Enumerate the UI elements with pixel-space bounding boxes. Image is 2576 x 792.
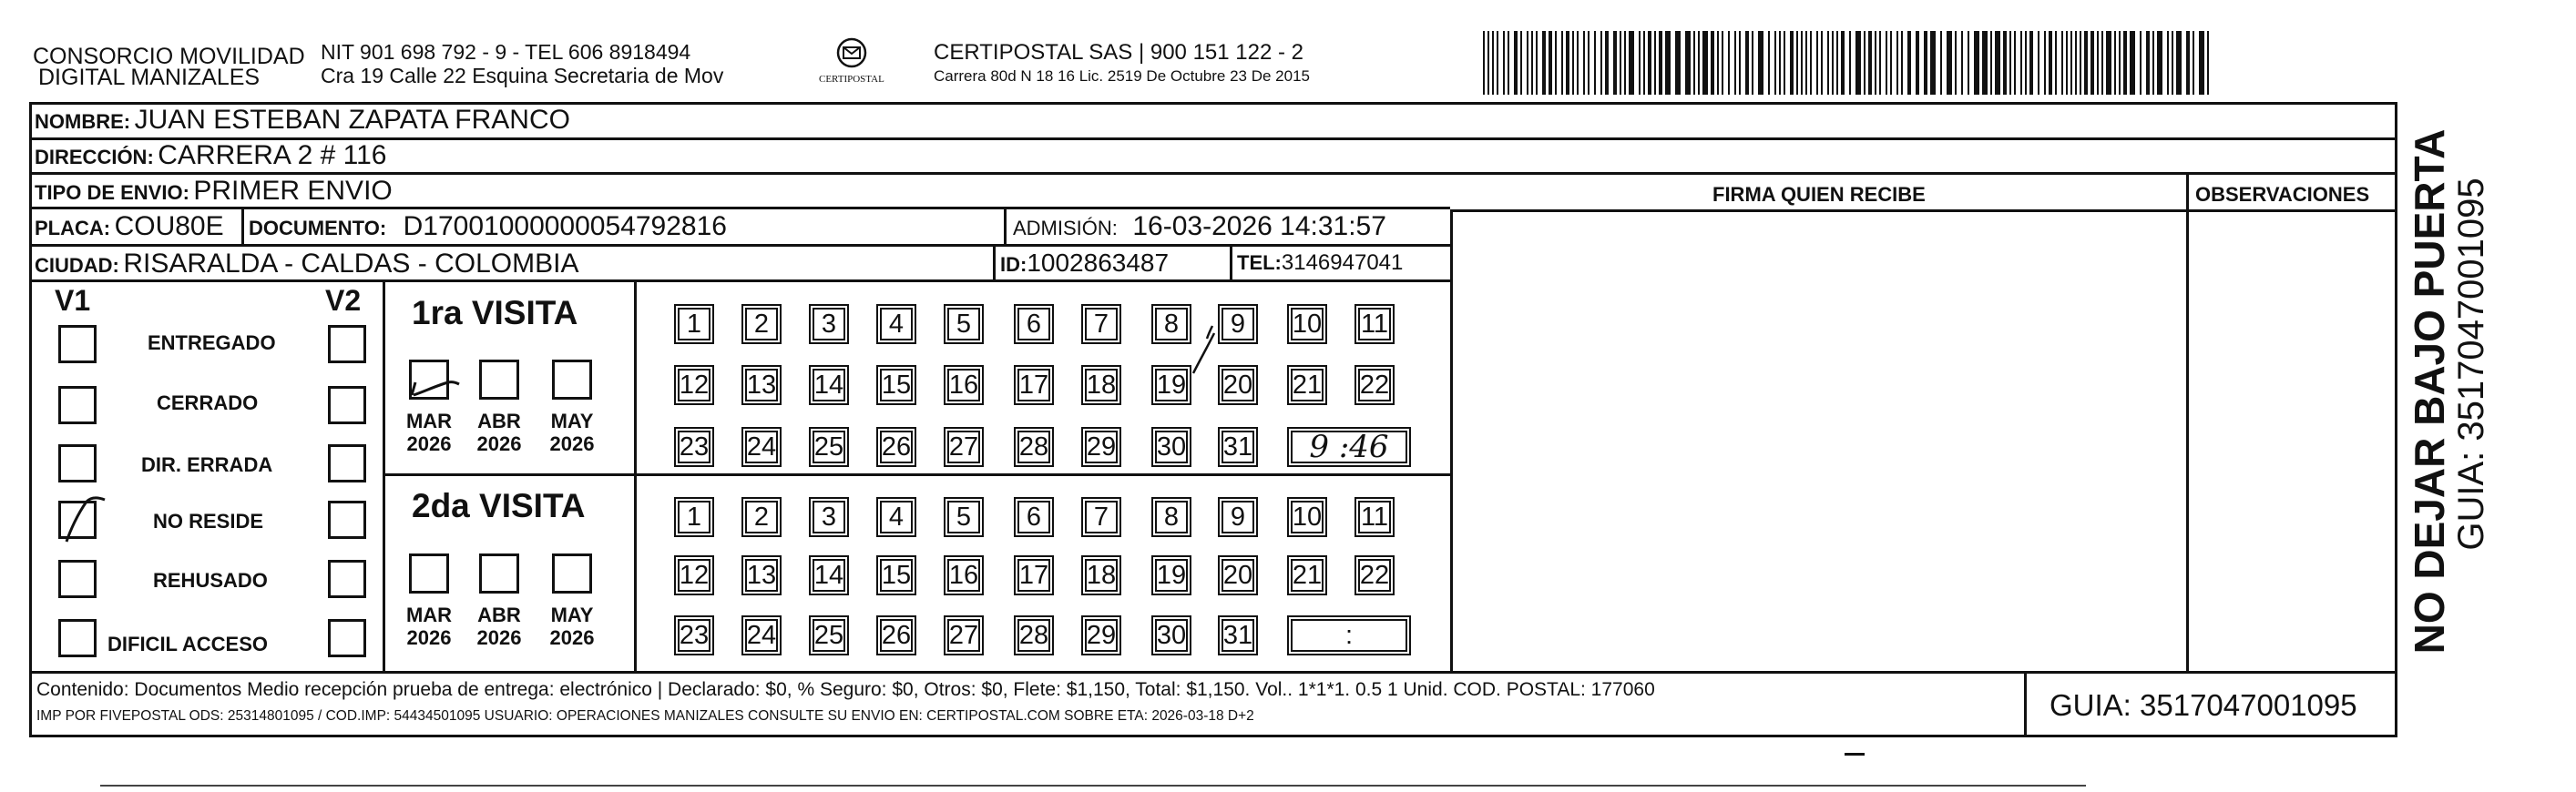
second-visit-day-11[interactable]: 11	[1354, 497, 1395, 537]
barcode-bar	[1790, 31, 1794, 95]
second-visit-day-15[interactable]: 15	[876, 555, 916, 595]
first-visit-day-4[interactable]: 4	[876, 304, 916, 344]
barcode-bar	[2080, 31, 2081, 95]
barcode-bar	[2106, 31, 2111, 95]
barcode-bar	[1508, 31, 1509, 95]
status-label-dificil-acceso: DIFICIL ACCESO	[107, 633, 269, 655]
second-visit-day-3[interactable]: 3	[809, 497, 849, 537]
barcode-bar	[1542, 31, 1546, 95]
first-visit-day-24[interactable]: 24	[741, 427, 782, 467]
barcode-bar	[1886, 31, 1887, 95]
placa-label: PLACA:	[35, 217, 111, 239]
second-visit-day-29[interactable]: 29	[1081, 615, 1121, 655]
barcode-bar	[1561, 31, 1563, 95]
first-visit-day-27[interactable]: 27	[944, 427, 984, 467]
barcode-bar	[1643, 31, 1645, 95]
month-year: 2026	[549, 432, 595, 456]
barcode-bar	[2152, 31, 2154, 95]
barcode-bar	[1832, 31, 1834, 95]
second-visit-day-26[interactable]: 26	[876, 615, 916, 655]
barcode-bar	[2157, 31, 2162, 95]
barcode-bar	[2172, 31, 2173, 95]
first-visit-day-28[interactable]: 28	[1014, 427, 1054, 467]
first-visit-day-18[interactable]: 18	[1081, 365, 1121, 405]
direccion-value: CARRERA 2 # 116	[158, 140, 387, 170]
nombre-row	[35, 107, 570, 134]
second-visit-day-17[interactable]: 17	[1014, 555, 1054, 595]
first-visit-month-mar-label	[397, 410, 461, 456]
tel-field	[1237, 252, 1403, 274]
first-visit-day-1[interactable]: 1	[674, 304, 714, 344]
barcode-bar	[1503, 31, 1505, 95]
barcode-bar	[1594, 31, 1596, 95]
barcode-bar	[1745, 31, 1749, 95]
observaciones-area[interactable]	[2190, 213, 2396, 670]
second-visit-day-7[interactable]: 7	[1081, 497, 1121, 537]
first-visit-month-mar-checkbox[interactable]	[409, 360, 449, 400]
handwritten-day-marks	[1143, 300, 1252, 401]
first-visit-day-8[interactable]: 8	[1151, 304, 1191, 344]
second-visit-day-24[interactable]: 24	[741, 615, 782, 655]
first-visit-day-7[interactable]: 7	[1081, 304, 1121, 344]
first-visit-day-31[interactable]: 31	[1218, 427, 1258, 467]
barcode-bar	[1613, 31, 1617, 95]
barcode-bar	[2075, 31, 2077, 95]
first-visit-day-11[interactable]: 11	[1354, 304, 1395, 344]
second-visit-day-5[interactable]: 5	[944, 497, 984, 537]
barcode-bar	[1758, 31, 1763, 95]
v2-checkbox-rehusado[interactable]	[328, 560, 366, 598]
barcode-bar	[1639, 31, 1641, 95]
second-visit-day-6[interactable]: 6	[1014, 497, 1054, 537]
first-visit-day-20[interactable]: 20	[1218, 365, 1258, 405]
second-visit-day-10[interactable]: 10	[1287, 497, 1327, 537]
barcode-bar	[2061, 31, 2063, 95]
month-year: 2026	[406, 432, 452, 456]
courier-line-1: CERTIPOSTAL SAS | 900 151 122 - 2	[934, 40, 1303, 65]
barcode-bar	[2070, 31, 2072, 95]
footer-print-line: IMP POR FIVEPOSTAL ODS: 25314801095 / COD.IMP: 54434501095 USUARIO: OPERACIONES MANIZALES CONSULTE SU ENVIO EN: CERTIPOSTAL.COM SOBRE ETA: 2026-03-18 D+2	[36, 708, 1254, 724]
firma-quien-recibe-header: FIRMA QUIEN RECIBE	[1712, 183, 1926, 206]
barcode-bar	[1654, 31, 1656, 95]
second-visit-day-19[interactable]: 19	[1151, 555, 1191, 595]
barcode-bar	[1855, 31, 1861, 95]
barcode-bar	[2140, 31, 2142, 95]
barcode-bar	[1827, 31, 1829, 95]
barcode-bar	[1600, 31, 1602, 95]
first-visit-day-15[interactable]: 15	[876, 365, 916, 405]
barcode-bar	[1483, 31, 1485, 95]
barcode-bar	[1930, 31, 1936, 95]
barcode-bar	[1974, 31, 1979, 95]
first-visit-day-2[interactable]: 2	[741, 304, 782, 344]
month-year: 2026	[549, 626, 595, 650]
barcode-bar	[1907, 31, 1911, 95]
barcode-bar	[1924, 31, 1927, 95]
ciudad-value: RISARALDA - CALDAS - COLOMBIA	[123, 249, 579, 279]
second-visit-day-30[interactable]: 30	[1151, 615, 1191, 655]
barcode-bar	[2090, 31, 2094, 95]
barcode-bar	[1890, 31, 1892, 95]
second-visit-day-12[interactable]: 12	[674, 555, 714, 595]
barcode-bar	[1577, 31, 1579, 95]
barcode-bar	[1961, 31, 1963, 95]
second-visit-day-27[interactable]: 27	[944, 615, 984, 655]
barcode-bar	[1698, 31, 1700, 95]
status-label-dir-errada: DIR. ERRADA	[141, 453, 273, 476]
status-label-cerrado: CERRADO	[157, 391, 259, 414]
status-label-entregado: ENTREGADO	[148, 331, 276, 354]
barcode-bar	[1955, 31, 1957, 95]
barcode	[1483, 31, 2213, 95]
barcode-bar	[2025, 31, 2027, 95]
id-label: ID:	[1000, 253, 1027, 276]
first-visit-day-17[interactable]: 17	[1014, 365, 1054, 405]
barcode-bar	[2084, 31, 2088, 95]
barcode-bar	[2146, 31, 2150, 95]
barcode-bar	[1816, 31, 1818, 95]
admision-label: ADMISIÓN:	[1013, 217, 1118, 239]
second-visit-month-abr-checkbox[interactable]	[479, 553, 519, 594]
barcode-bar	[1536, 31, 1538, 95]
first-visit-day-10[interactable]: 10	[1287, 304, 1327, 344]
logo-text: CERTIPOSTAL	[819, 74, 884, 85]
barcode-bar	[2020, 31, 2022, 95]
first-visit-day-29[interactable]: 29	[1081, 427, 1121, 467]
barcode-bar	[1734, 31, 1736, 95]
stray-dash	[1845, 753, 1865, 756]
admision-field	[1013, 213, 1386, 240]
second-visit-day-9[interactable]: 9	[1218, 497, 1258, 537]
barcode-bar	[1583, 31, 1585, 95]
first-visit-month-may-label	[540, 410, 604, 456]
barcode-bar	[1531, 31, 1533, 95]
second-visit-day-31[interactable]: 31	[1218, 615, 1258, 655]
second-visit-day-1[interactable]: 1	[674, 497, 714, 537]
barcode-bar	[2199, 31, 2204, 95]
second-visit-day-20[interactable]: 20	[1218, 555, 1258, 595]
v2-checkbox-entregado[interactable]	[328, 325, 366, 363]
barcode-bar	[1722, 31, 1723, 95]
company-name-line-2: DIGITAL MANIZALES	[38, 65, 261, 90]
handwritten-check-mark-icon	[57, 491, 130, 545]
barcode-bar	[2097, 31, 2099, 95]
first-visit-title: 1ra VISITA	[412, 294, 578, 331]
v1-checkbox-dir-errada[interactable]	[58, 444, 97, 482]
first-visit-month-abr-checkbox[interactable]	[479, 360, 519, 400]
observaciones-header: OBSERVACIONES	[2195, 183, 2370, 206]
barcode-bar	[1702, 31, 1708, 95]
barcode-bar	[1841, 31, 1845, 95]
barcode-bar	[2176, 31, 2182, 95]
barcode-bar	[1968, 31, 1969, 95]
barcode-bar	[1901, 31, 1903, 95]
first-visit-day-23[interactable]: 23	[674, 427, 714, 467]
month-name: MAR	[405, 604, 453, 626]
barcode-bar	[1620, 31, 1621, 95]
barcode-bar	[1527, 31, 1528, 95]
barcode-bar	[1629, 31, 1634, 95]
placa-value: COU80E	[114, 211, 224, 241]
first-visit-day-5[interactable]: 5	[944, 304, 984, 344]
barcode-bar	[1995, 31, 2000, 95]
barcode-bar	[1947, 31, 1952, 95]
signature-area[interactable]	[1454, 213, 2184, 670]
nit-line: NIT 901 698 792 - 9 - TEL 606 8918494	[321, 40, 691, 64]
tel-label: TEL:	[1237, 251, 1282, 274]
bottom-scan-line	[100, 785, 2086, 787]
barcode-bar	[1940, 31, 1942, 95]
barcode-bar	[1849, 31, 1851, 95]
first-visit-day-21[interactable]: 21	[1287, 365, 1327, 405]
barcode-bar	[1487, 31, 1489, 95]
barcode-bar	[1821, 31, 1823, 95]
courier-line-2: Carrera 80d N 18 16 Lic. 2519 De Octubre 23 De 2015	[934, 67, 1310, 85]
first-visit-day-13[interactable]: 13	[741, 365, 782, 405]
side-guia-number: GUIA: 3517047001095	[2451, 178, 2491, 551]
first-visit-day-16[interactable]: 16	[944, 365, 984, 405]
company-name-line-1: CONSORCIO MOVILIDAD	[33, 44, 305, 69]
barcode-bar	[1864, 31, 1866, 95]
barcode-bar	[2066, 31, 2068, 95]
barcode-bar	[1836, 31, 1838, 95]
v1-label: V1	[55, 284, 91, 317]
second-visit-day-23[interactable]: 23	[674, 615, 714, 655]
v1-checkbox-no-reside[interactable]	[58, 501, 97, 539]
barcode-bar	[2009, 31, 2011, 95]
second-visit-month-may-label	[540, 604, 604, 650]
first-visit-day-6[interactable]: 6	[1014, 304, 1054, 344]
second-visit-day-4[interactable]: 4	[876, 497, 916, 537]
barcode-bar	[1896, 31, 1898, 95]
placa-field	[35, 213, 224, 240]
first-visit-day-9[interactable]: 9	[1218, 304, 1258, 344]
tipo-envio-value: PRIMER ENVIO	[193, 176, 393, 206]
v1-checkbox-entregado[interactable]	[58, 325, 97, 363]
v2-checkbox-dificil-acceso[interactable]	[328, 619, 366, 657]
id-value: 1002863487	[1027, 249, 1170, 277]
barcode-bar	[2186, 31, 2190, 95]
first-visit-day-22[interactable]: 22	[1354, 365, 1395, 405]
barcode-bar	[1549, 31, 1552, 95]
barcode-bar	[1805, 31, 1807, 95]
second-visit-day-22[interactable]: 22	[1354, 555, 1395, 595]
barcode-bar	[1659, 31, 1662, 95]
v1-checkbox-rehusado[interactable]	[58, 560, 97, 598]
first-visit-time-field[interactable]: 9 :46	[1287, 427, 1411, 467]
first-visit-day-14[interactable]: 14	[809, 365, 849, 405]
second-visit-day-25[interactable]: 25	[809, 615, 849, 655]
second-visit-day-18[interactable]: 18	[1081, 555, 1121, 595]
barcode-bar	[1796, 31, 1798, 95]
month-name: MAY	[550, 604, 594, 626]
v1-checkbox-dificil-acceso[interactable]	[58, 619, 97, 657]
barcode-bar	[1555, 31, 1557, 95]
documento-label: DOCUMENTO:	[249, 217, 387, 239]
barcode-bar	[1875, 31, 1876, 95]
barcode-bar	[2207, 31, 2209, 95]
nombre-value: JUAN ESTEBAN ZAPATA FRANCO	[134, 105, 570, 135]
month-name: MAR	[405, 410, 453, 432]
barcode-bar	[1728, 31, 1730, 95]
second-visit-month-may-checkbox[interactable]	[552, 553, 592, 594]
barcode-bar	[1693, 31, 1695, 95]
first-visit-day-26[interactable]: 26	[876, 427, 916, 467]
barcode-bar	[2114, 31, 2116, 95]
second-visit-day-16[interactable]: 16	[944, 555, 984, 595]
barcode-bar	[1810, 31, 1812, 95]
v2-checkbox-dir-errada[interactable]	[328, 444, 366, 482]
barcode-bar	[2055, 31, 2057, 95]
tel-value: 3146947041	[1281, 250, 1404, 275]
barcode-bar	[1990, 31, 1992, 95]
id-field	[1000, 250, 1169, 276]
month-name: ABR	[477, 604, 521, 626]
barcode-bar	[2038, 31, 2039, 95]
v2-checkbox-no-reside[interactable]	[328, 501, 366, 539]
barcode-bar	[1752, 31, 1753, 95]
admision-value: 16-03-2026 14:31:57	[1132, 211, 1386, 241]
barcode-bar	[1739, 31, 1741, 95]
footer-guia: GUIA: 3517047001095	[2050, 688, 2357, 722]
barcode-bar	[1665, 31, 1671, 95]
barcode-bar	[1774, 31, 1776, 95]
second-visit-title: 2da VISITA	[412, 487, 586, 524]
month-year: 2026	[406, 626, 452, 650]
month-name: ABR	[477, 410, 521, 432]
barcode-bar	[2130, 31, 2135, 95]
first-visit-day-25[interactable]: 25	[809, 427, 849, 467]
barcode-bar	[1492, 31, 1494, 95]
barcode-bar	[1779, 31, 1781, 95]
nombre-label: NOMBRE:	[35, 110, 131, 133]
barcode-bar	[2119, 31, 2121, 95]
documento-field	[249, 213, 727, 240]
direccion-row	[35, 142, 386, 169]
no-dejar-bajo-puerta-warning: NO DEJAR BAJO PUERTA	[2406, 128, 2453, 655]
barcode-bar	[1982, 31, 1988, 95]
second-visit-day-8[interactable]: 8	[1151, 497, 1191, 537]
month-name: MAY	[550, 410, 594, 432]
barcode-bar	[1879, 31, 1881, 95]
barcode-bar	[1711, 31, 1714, 95]
barcode-bar	[1588, 31, 1590, 95]
first-visit-day-3[interactable]: 3	[809, 304, 849, 344]
barcode-bar	[1572, 31, 1574, 95]
barcode-bar	[1868, 31, 1872, 95]
barcode-bar	[2167, 31, 2169, 95]
barcode-bar	[2193, 31, 2194, 95]
tipo-envio-label: TIPO DE ENVIO:	[35, 181, 189, 204]
barcode-bar	[1768, 31, 1770, 95]
footer-content-line: Contenido: Documentos Medio recepción prueba de entrega: electrónico | Declarado: $0, % Seguro: $0, Otros: $0, Flete: $1,150, Total: $1,150. Vol.. 1*1*1. 0.5 1 Unid. COD. POSTAL: 177060	[36, 679, 1655, 700]
ciudad-label: CIUDAD:	[35, 254, 119, 277]
tipo-envio-row	[35, 178, 393, 205]
barcode-bar	[2014, 31, 2016, 95]
documento-value: D17001000000054792816	[403, 211, 727, 241]
v2-label: V2	[325, 284, 362, 317]
barcode-bar	[2029, 31, 2033, 95]
ciudad-field	[35, 250, 578, 278]
barcode-bar	[1566, 31, 1569, 95]
second-visit-day-28[interactable]: 28	[1014, 615, 1054, 655]
barcode-bar	[2003, 31, 2007, 95]
barcode-bar	[1520, 31, 1522, 95]
second-visit-day-13[interactable]: 13	[741, 555, 782, 595]
barcode-bar	[1624, 31, 1626, 95]
barcode-bar	[1605, 31, 1609, 95]
status-label-no-reside: NO RESIDE	[153, 510, 264, 533]
first-visit-month-may-checkbox[interactable]	[552, 360, 592, 400]
barcode-bar	[1685, 31, 1691, 95]
status-label-rehusado: REHUSADO	[153, 569, 268, 592]
barcode-bar	[1717, 31, 1719, 95]
first-visit-day-19[interactable]: 19	[1151, 365, 1191, 405]
certipostal-logo	[815, 36, 888, 91]
month-year: 2026	[476, 626, 522, 650]
barcode-bar	[1675, 31, 1681, 95]
logo-emblem-icon	[815, 36, 888, 73]
barcode-bar	[2049, 31, 2052, 95]
first-visit-day-30[interactable]: 30	[1151, 427, 1191, 467]
barcode-bar	[1784, 31, 1785, 95]
second-visit-month-mar-checkbox[interactable]	[409, 553, 449, 594]
handwritten-check-mark-icon	[406, 355, 470, 401]
barcode-bar	[1916, 31, 1919, 95]
month-year: 2026	[476, 432, 522, 456]
barcode-bar	[2101, 31, 2103, 95]
first-visit-day-12[interactable]: 12	[674, 365, 714, 405]
barcode-bar	[2123, 31, 2127, 95]
v2-checkbox-cerrado[interactable]	[328, 386, 366, 424]
barcode-bar	[1514, 31, 1518, 95]
barcode-bar	[1801, 31, 1803, 95]
barcode-bar	[1648, 31, 1651, 95]
first-visit-month-abr-label	[467, 410, 531, 456]
second-visit-month-mar-label	[397, 604, 461, 650]
second-visit-day-21[interactable]: 21	[1287, 555, 1327, 595]
second-visit-time-field[interactable]: :	[1287, 615, 1411, 655]
v1-checkbox-cerrado[interactable]	[58, 386, 97, 424]
address-line: Cra 19 Calle 22 Esquina Secretaria de Mov	[321, 64, 724, 87]
second-visit-day-14[interactable]: 14	[809, 555, 849, 595]
direccion-label: DIRECCIÓN:	[35, 146, 154, 168]
second-visit-month-abr-label	[467, 604, 531, 650]
second-visit-day-2[interactable]: 2	[741, 497, 782, 537]
barcode-bar	[2044, 31, 2046, 95]
barcode-bar	[1497, 31, 1498, 95]
